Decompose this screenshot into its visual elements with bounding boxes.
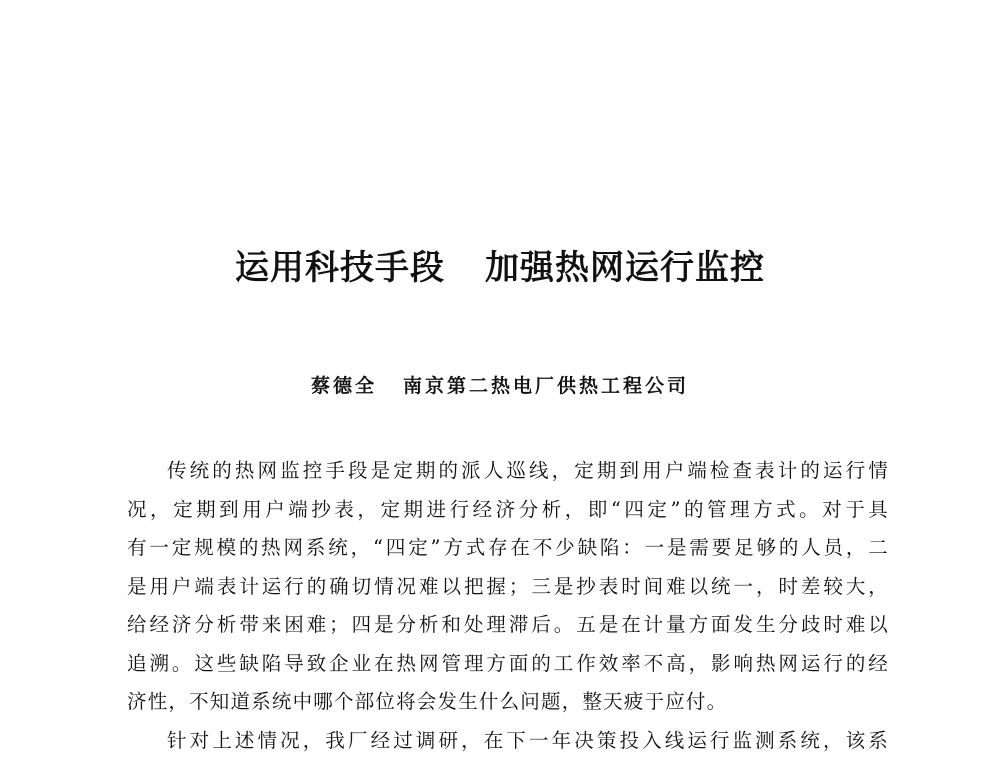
author-affiliation: 南京第二热电厂供热工程公司	[403, 375, 690, 397]
paragraph-2-line-1: 针对上述情况，我厂经过调研，在下一年决策投入线运行监测系统，该系	[167, 728, 889, 752]
byline	[0, 372, 1000, 400]
paragraph-1-line-2: 况，定期到用户端抄表，定期进行经济分析，即“四定”的管理方式。对于具	[127, 497, 889, 521]
paper-title	[0, 244, 1000, 292]
paragraph-1-line-7: 济性，不知道系统中哪个部位将会发生什么问题，整天疲于应付。	[127, 690, 728, 713]
body-text	[127, 452, 889, 760]
paragraph-1-line-4: 是用户端表计运行的确切情况难以把握；三是抄表时间难以统一，时差较大，	[127, 574, 889, 598]
author-name: 蔡德全	[310, 375, 377, 397]
paragraph-1-line-1: 传统的热网监控手段是定期的派人巡线，定期到用户端检查表计的运行情	[167, 459, 889, 482]
paragraph-1-line-3: 有一定规模的热网系统，“四定”方式存在不少缺陷：一是需要足够的人员，二	[127, 536, 889, 559]
title-part-2: 加强热网运行监控	[485, 248, 765, 288]
title-part-1: 运用科技手段	[235, 248, 445, 288]
paragraph-1-line-6: 追溯。这些缺陷导致企业在热网管理方面的工作效率不高，影响热网运行的经	[127, 651, 889, 675]
paragraph-1-line-5: 给经济分析带来困难；四是分析和处理滞后。五是在计量方面发生分歧时难以	[127, 613, 889, 636]
